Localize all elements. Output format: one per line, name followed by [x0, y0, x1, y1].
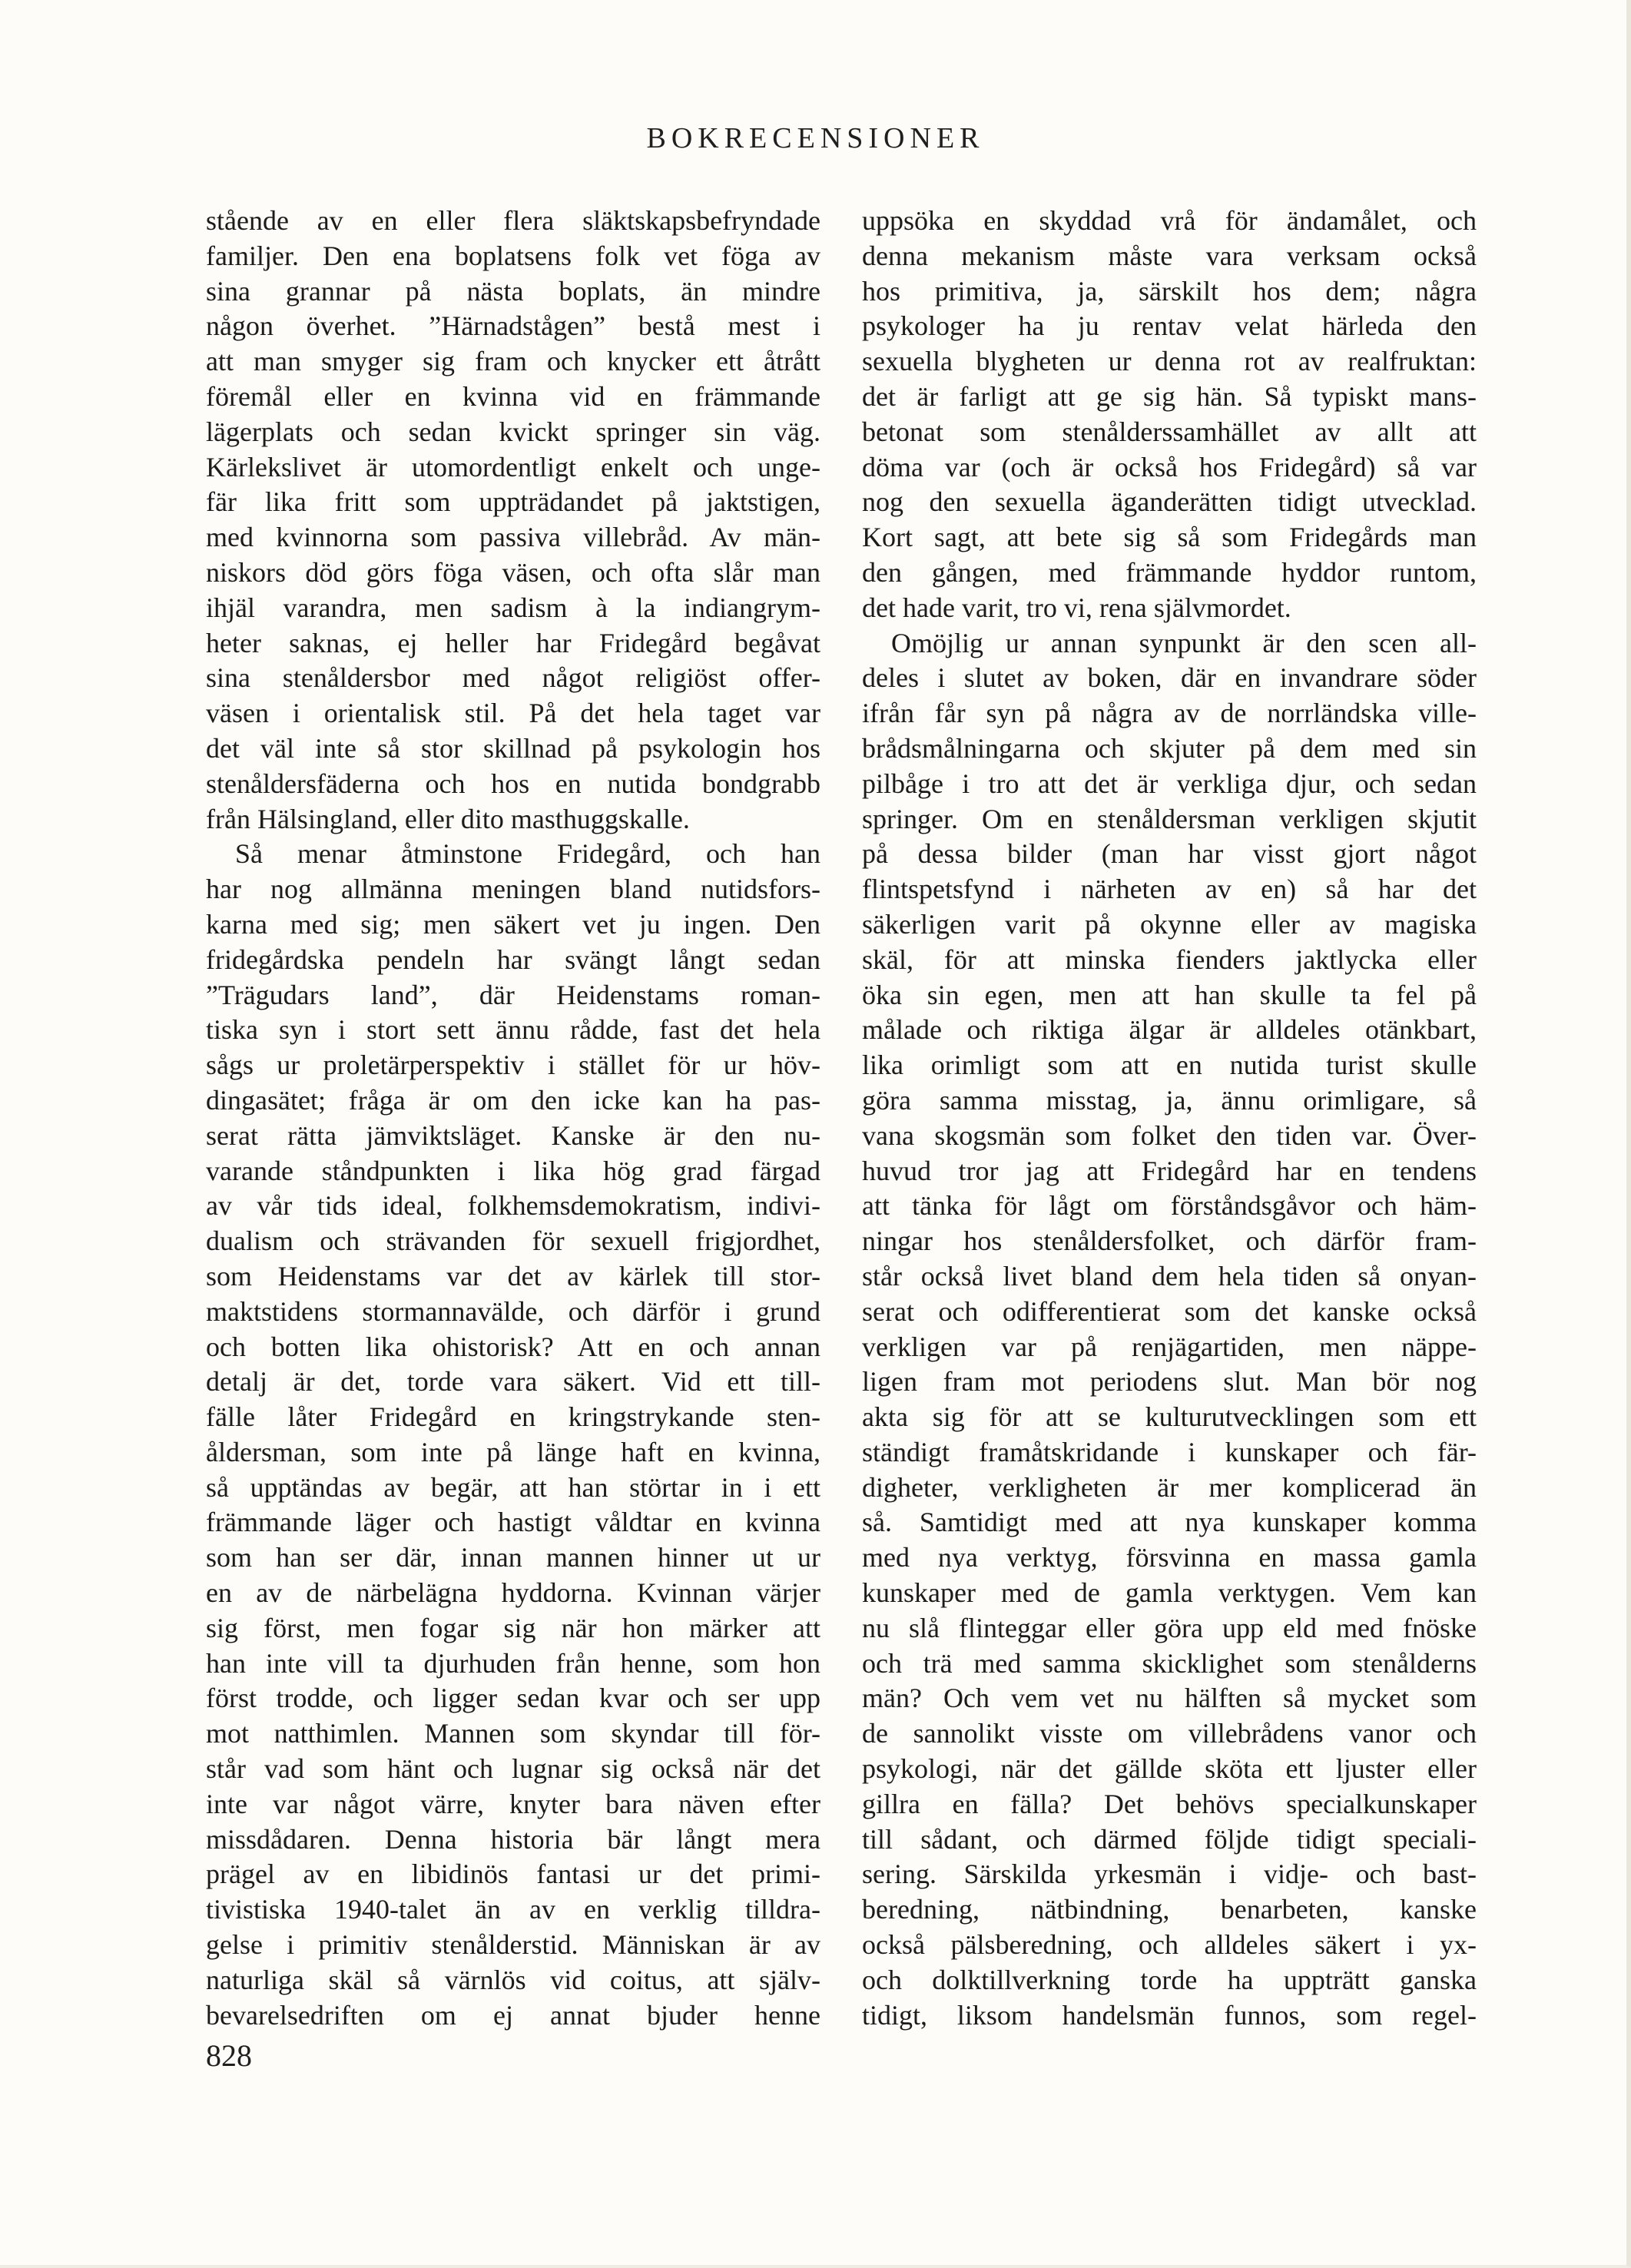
text-line: tiska syn i stort sett ännu rådde, fast det hela — [206, 1014, 820, 1046]
text-line: så. Samtidigt med att nya kunskaper komma — [862, 1507, 1477, 1538]
text-line: varande ståndpunkten i lika hög grad färgad — [206, 1155, 820, 1186]
text-line: sig först, men fogar sig när hon märker att — [206, 1612, 820, 1643]
text-line: kunskaper med de gamla verktygen. Vem kan — [862, 1577, 1477, 1609]
text-line: de sannolikt visste om villebrådens vanor och — [862, 1718, 1477, 1749]
text-line: på dessa bilder (man har visst gjort något — [862, 838, 1477, 870]
text-line: står vad som hänt och lugnar sig också när det — [206, 1753, 820, 1785]
text-line: från Hälsingland, eller dito masthuggskalle. — [206, 803, 690, 834]
text-line: döma var (och är också hos Fridegård) så var — [862, 451, 1477, 482]
text-line: någon överhet. ”Härnadstågen” bestå mest i — [206, 310, 820, 342]
text-line: så upptändas av begär, att han störtar in i ett — [206, 1471, 820, 1503]
text-line: ihjäl varandra, men sadism à la indiangrym- — [206, 592, 820, 623]
text-line: sina grannar på nästa boplats, än mindre — [206, 275, 820, 307]
text-line: skäl, för att minska fienders jaktlycka eller — [862, 943, 1477, 975]
text-line: av vår tids ideal, folkhemsdemokratism, indivi- — [206, 1190, 820, 1222]
page-number: 828 — [206, 2038, 252, 2073]
text-line: lika orimligt som att en nutida turist skulle — [862, 1049, 1477, 1081]
text-line: maktstidens stormannavälde, och därför i grund — [206, 1295, 820, 1327]
text-line: ligen fram mot periodens slut. Man bör nog — [862, 1366, 1477, 1398]
text-line: och botten lika ohistorisk? Att en och annan — [206, 1331, 820, 1362]
text-line: betonat som stenålderssamhället av allt att — [862, 416, 1477, 447]
text-line: heter saknas, ej heller har Fridegård begåvat — [206, 627, 820, 658]
text-line: fälle låter Fridegård en kringstrykande sten- — [206, 1401, 820, 1433]
text-line: också pälsberedning, och alldeles säkert i yx- — [862, 1929, 1477, 1961]
text-line: inte var något värre, knyter bara näven efter — [206, 1788, 820, 1819]
text-line: föremål eller en kvinna vid en främmande — [206, 380, 820, 412]
text-line: öka sin egen, men att han skulle ta fel på — [862, 979, 1477, 1010]
text-line: mot natthimlen. Mannen som skyndar till för- — [206, 1718, 820, 1749]
text-line: beredning, nätbindning, benarbeten, kanske — [862, 1894, 1477, 1925]
text-line: det hade varit, tro vi, rena självmordet. — [862, 592, 1291, 623]
text-line: står också livet bland dem hela tiden så onyan- — [862, 1260, 1477, 1292]
text-line: bevarelsedriften om ej annat bjuder henne — [206, 1999, 820, 2031]
text-line: lägerplats och sedan kvickt springer sin väg. — [206, 416, 820, 447]
text-line: prägel av en libidinös fantasi ur det primi- — [206, 1858, 820, 1890]
right-column — [862, 204, 1477, 2033]
text-line: dualism och strävanden för sexuell frigjordhet, — [206, 1225, 820, 1257]
text-line: Kort sagt, att bete sig så som Fridegårds man — [862, 522, 1477, 553]
running-head: BOKRECENSIONER — [646, 122, 985, 154]
text-line: har nog allmänna meningen bland nutidsfors- — [206, 874, 820, 905]
text-line: uppsöka en skyddad vrå för ändamålet, och — [862, 205, 1477, 236]
text-line: Så menar åtminstone Fridegård, och han — [235, 838, 820, 870]
text-line: deles i slutet av boken, där en invandrare söder — [862, 662, 1477, 694]
text-line: med kvinnorna som passiva villebråd. Av män- — [206, 522, 820, 553]
text-line: denna mekanism måste vara verksam också — [862, 240, 1477, 271]
text-line: missdådaren. Denna historia bär långt mera — [206, 1823, 820, 1855]
text-line: niskors död görs föga väsen, och ofta slår man — [206, 556, 820, 588]
text-line: fär lika fritt som uppträdandet på jaktstigen, — [206, 486, 820, 518]
text-line: män? Och vem vet nu hälften så mycket som — [862, 1683, 1477, 1714]
text-line: akta sig för att se kulturutvecklingen som ett — [862, 1401, 1477, 1433]
left-column — [206, 204, 820, 2033]
text-line: serat rätta jämviktsläget. Kanske är den nu- — [206, 1119, 820, 1151]
text-line: huvud tror jag att Fridegård har en tendens — [862, 1155, 1477, 1186]
text-line: som han ser där, innan mannen hinner ut ur — [206, 1542, 820, 1573]
text-line: det väl inte så stor skillnad på psykologin hos — [206, 732, 820, 764]
text-line: åldersman, som inte på länge haft en kvinna, — [206, 1436, 820, 1467]
text-line: ”Trägudars land”, där Heidenstams roman- — [206, 979, 820, 1010]
text-line: som Heidenstams var det av kärlek till stor- — [206, 1260, 820, 1292]
text-line: Omöjlig ur annan synpunkt är den scen all- — [891, 627, 1477, 658]
text-line: sering. Särskilda yrkesmän i vidje- och bast- — [862, 1858, 1477, 1890]
text-line: nu slå flinteggar eller göra upp eld med fnöske — [862, 1612, 1477, 1643]
text-line: verkligen var på renjägartiden, men näppe- — [862, 1331, 1477, 1362]
text-line: nog den sexuella äganderätten tidigt utvecklad. — [862, 486, 1477, 518]
text-line: målade och riktiga älgar är alldeles otänkbart, — [862, 1014, 1477, 1046]
text-line: göra samma misstag, ja, ännu orimligare, så — [862, 1084, 1477, 1116]
text-line: till sådant, och därmed följde tidigt speciali- — [862, 1823, 1477, 1855]
text-line: pilbåge i tro att det är verkliga djur, och sedan — [862, 768, 1477, 799]
text-line: psykologer ha ju rentav velat härleda den — [862, 310, 1477, 342]
text-line: dingasätet; fråga är om den icke kan ha pas- — [206, 1084, 820, 1116]
text-line: flintspetsfynd i närheten av en) så har det — [862, 874, 1477, 905]
text-line: gillra en fälla? Det behövs specialkunskaper — [862, 1788, 1477, 1819]
text-line: och trä med samma skicklighet som stenålderns — [862, 1647, 1477, 1679]
text-line: att man smyger sig fram och knycker ett åtrått — [206, 346, 820, 377]
text-line: vana skogsmän som folket den tiden var. Över- — [862, 1119, 1477, 1151]
text-line: gelse i primitiv stenålderstid. Människan är av — [206, 1929, 820, 1961]
text-line: först trodde, och ligger sedan kvar och ser upp — [206, 1683, 820, 1714]
text-line: sågs ur proletärperspektiv i stället för ur höv- — [206, 1049, 820, 1081]
text-line: detalj är det, torde vara säkert. Vid ett till- — [206, 1366, 820, 1398]
text-line: det är farligt att ge sig hän. Så typiskt mans- — [862, 380, 1477, 412]
text-line: tivistiska 1940-talet än av en verklig tilldra- — [206, 1894, 820, 1925]
text-line: säkerligen varit på okynne eller av magiska — [862, 908, 1477, 940]
text-line: sina stenåldersbor med något religiöst offer- — [206, 662, 820, 694]
text-line: ständigt framåtskridande i kunskaper och fär- — [862, 1436, 1477, 1467]
text-line: Kärlekslivet är utomordentligt enkelt och unge- — [206, 451, 820, 482]
text-line: familjer. Den ena boplatsens folk vet föga av — [206, 240, 820, 271]
text-line: ningar hos stenåldersfolket, och därför fram- — [862, 1225, 1477, 1257]
text-line: den gången, med främmande hyddor runtom, — [862, 556, 1477, 588]
text-line: stenåldersfäderna och hos en nutida bondgrabb — [206, 768, 820, 799]
text-line: väsen i orientalisk stil. På det hela taget var — [206, 698, 820, 729]
text-line: en av de närbelägna hyddorna. Kvinnan värjer — [206, 1577, 820, 1609]
text-line: sexuella blygheten ur denna rot av realfruktan: — [862, 346, 1477, 377]
text-line: naturliga skäl så värnlös vid coitus, att själv- — [206, 1964, 820, 1995]
text-line: tidigt, liksom handelsmän funnos, som regel- — [862, 1999, 1477, 2031]
text-line: med nya verktyg, försvinna en massa gamla — [862, 1542, 1477, 1573]
text-line: fridegårdska pendeln har svängt långt sedan — [206, 943, 820, 975]
text-line: serat och odifferentierat som det kanske också — [862, 1295, 1477, 1327]
text-line: stående av en eller flera släktskapsbefryndade — [206, 205, 820, 236]
text-line: ifrån får syn på några av de norrländska ville- — [862, 698, 1477, 729]
text-line: att tänka för lågt om förståndsgåvor och häm- — [862, 1190, 1477, 1222]
text-line: digheter, verkligheten är mer komplicerad än — [862, 1471, 1477, 1503]
text-line: och dolktillverkning torde ha uppträtt ganska — [862, 1964, 1477, 1995]
text-line: hos primitiva, ja, särskilt hos dem; några — [862, 275, 1477, 307]
text-line: psykologi, när det gällde sköta ett ljuster eller — [862, 1753, 1477, 1785]
text-line: brådsmålningarna och skjuter på dem med sin — [862, 732, 1477, 764]
text-line: främmande läger och hastigt våldtar en kvinna — [206, 1507, 820, 1538]
text-line: springer. Om en stenåldersman verkligen skjutit — [862, 803, 1477, 834]
text-line: karna med sig; men säkert vet ju ingen. Den — [206, 908, 820, 940]
text-line: han inte vill ta djurhuden från henne, som hon — [206, 1647, 820, 1679]
